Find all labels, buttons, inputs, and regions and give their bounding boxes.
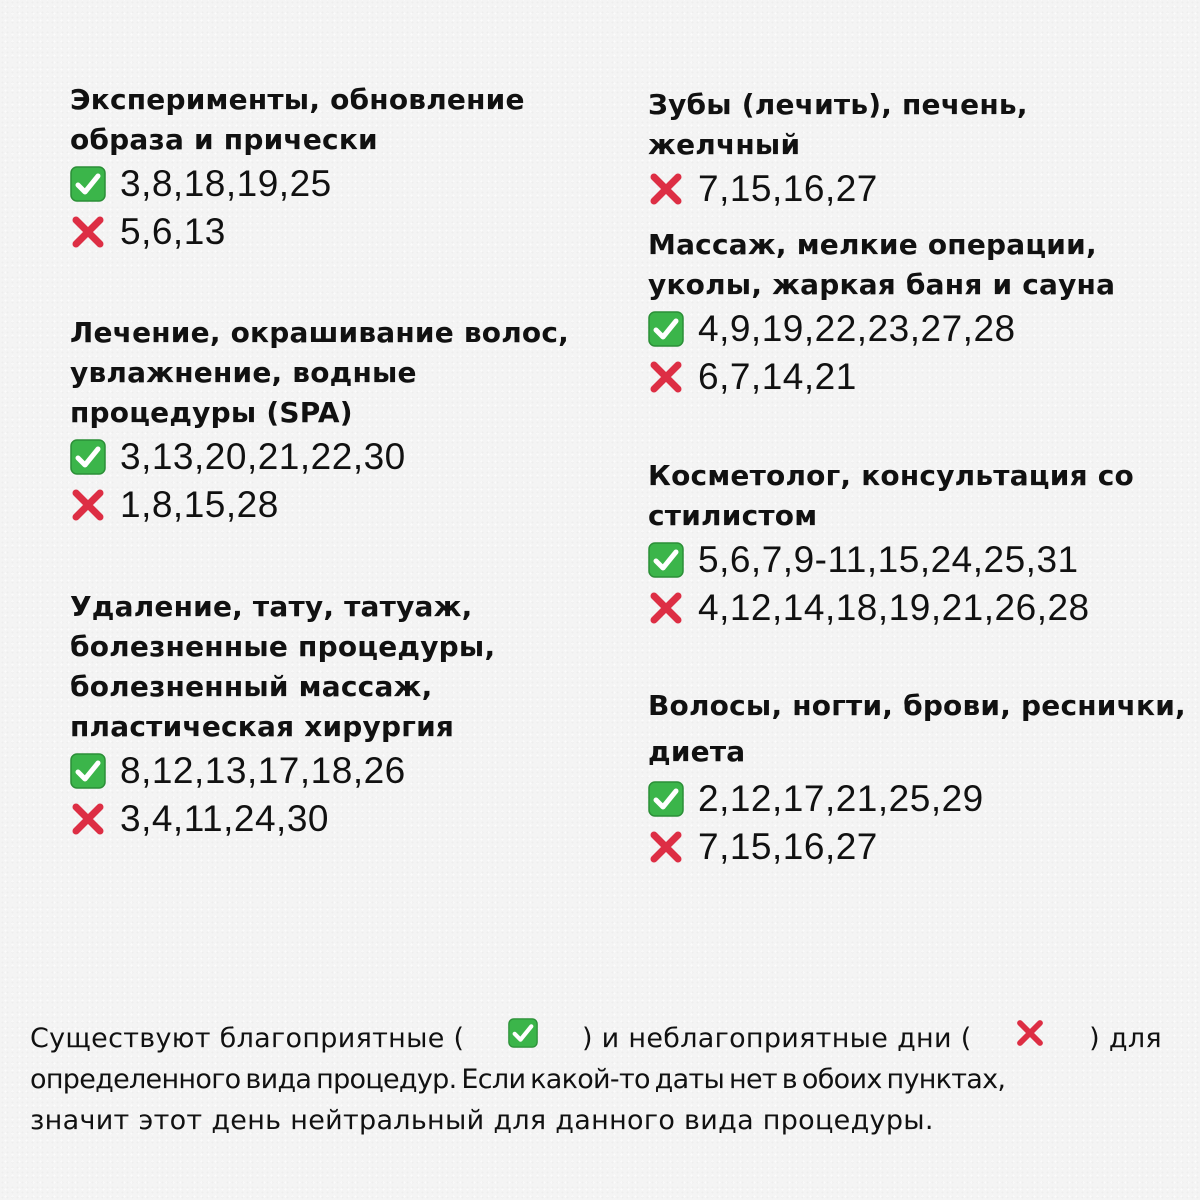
section-title: Косметолог, консультация со стилистом <box>648 459 1134 532</box>
good-days-row <box>648 536 1188 584</box>
section-hair-treatment <box>70 313 610 529</box>
bad-days-row <box>648 165 1188 213</box>
cross-mark-icon <box>70 487 106 523</box>
cross-mark-icon <box>70 214 106 250</box>
good-days: 4,9,19,22,23,27,28 <box>698 308 1016 349</box>
bad-days: 1,8,15,28 <box>120 484 279 525</box>
good-days-row <box>70 160 610 208</box>
footer-text-3: ) для <box>1089 1023 1162 1054</box>
section-hair-nails-diet <box>648 683 1188 871</box>
bad-days: 3,4,11,24,30 <box>120 798 329 839</box>
section-title: Удаление, тату, татуаж, болезненные процедуры, болезненный массаж, пластическая хирургия <box>70 590 496 743</box>
bad-days-row <box>648 584 1188 632</box>
good-days-row <box>70 747 610 795</box>
section-title: Лечение, окрашивание волос, увлажнение, водные процедуры (SPA) <box>70 316 569 429</box>
good-days: 2,12,17,21,25,29 <box>698 778 984 819</box>
footer-line-1 <box>30 1018 1162 1059</box>
check-mark-button-icon <box>648 781 684 817</box>
bad-days-row <box>648 823 1188 871</box>
check-mark-button-icon <box>70 166 106 202</box>
section-massage-sauna <box>648 225 1188 401</box>
section-cosmetologist <box>648 456 1188 632</box>
good-days: 8,12,13,17,18,26 <box>120 750 406 791</box>
section-title: Эксперименты, обновление образа и прически <box>70 83 525 156</box>
cross-mark-icon <box>648 590 684 626</box>
bad-days: 6,7,14,21 <box>698 356 857 397</box>
cross-mark-icon <box>648 359 684 395</box>
footer-text-2: ) и неблагоприятные дни ( <box>581 1023 972 1054</box>
check-mark-button-icon <box>70 439 106 475</box>
section-teeth-liver <box>648 85 1188 213</box>
bad-days-row <box>70 795 610 843</box>
good-days: 3,13,20,21,22,30 <box>120 436 406 477</box>
section-removal-surgery <box>70 587 610 843</box>
footer-text-1: Существуют благоприятные ( <box>30 1023 465 1054</box>
section-title: Волосы, ногти, брови, реснички, диета <box>648 689 1186 768</box>
section-title: Массаж, мелкие операции, уколы, жаркая баня и сауна <box>648 228 1116 301</box>
bad-days-row <box>70 208 610 256</box>
bad-days-row <box>648 353 1188 401</box>
bad-days: 5,6,13 <box>120 211 226 252</box>
good-days-row <box>648 775 1188 823</box>
bad-days: 4,12,14,18,19,21,26,28 <box>698 587 1090 628</box>
check-mark-button-icon <box>508 1018 538 1048</box>
good-days-row <box>70 433 610 481</box>
cross-mark-icon <box>648 829 684 865</box>
cross-mark-icon <box>648 171 684 207</box>
footer-line-2: определенного вида процедур. Если какой-то даты нет в обоих пунктах, <box>30 1064 1006 1095</box>
good-days: 3,8,18,19,25 <box>120 163 332 204</box>
check-mark-button-icon <box>648 542 684 578</box>
bad-days: 7,15,16,27 <box>698 826 878 867</box>
check-mark-button-icon <box>70 753 106 789</box>
section-experiments <box>70 80 610 256</box>
cross-mark-icon <box>70 801 106 837</box>
check-mark-button-icon <box>648 311 684 347</box>
bad-days-row <box>70 481 610 529</box>
cross-mark-icon <box>1015 1018 1045 1048</box>
footer-note <box>30 1018 1162 1141</box>
good-days: 5,6,7,9-11,15,24,25,31 <box>698 539 1079 580</box>
bad-days: 7,15,16,27 <box>698 168 878 209</box>
footer-line-3: значит этот день нейтральный для данного вида процедуры. <box>30 1105 934 1136</box>
section-title: Зубы (лечить), печень, желчный <box>648 88 1028 161</box>
good-days-row <box>648 305 1188 353</box>
